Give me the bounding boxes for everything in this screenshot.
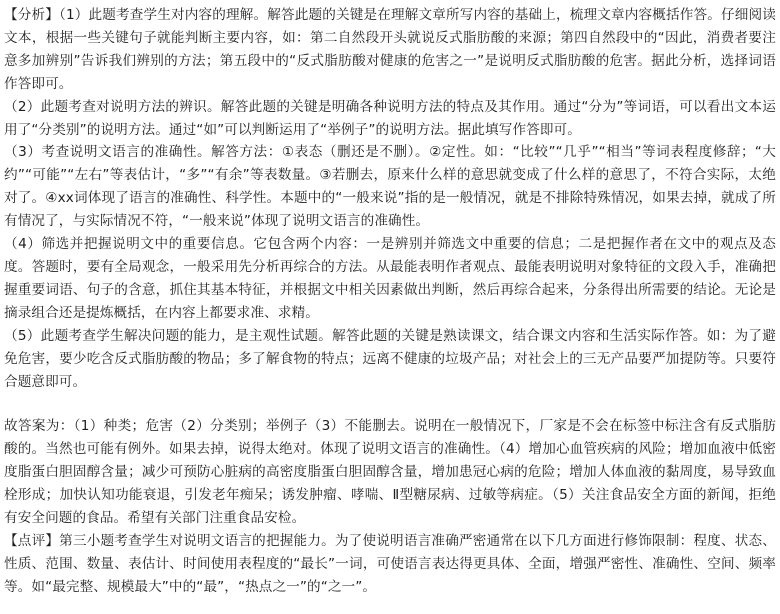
comment-paragraph (4, 530, 776, 599)
analysis-part-3: （3）考查说明文语言的准确性。解答方法：①表态（删还是不删）。②定性。如：“比较”“几乎”“相当”等词表程度修辞；“大约”“可能”“左右”等表估计，“多”“有余”等表数量。③若删去，原来什么样的意思就变成了什么样的意思了，不符合实际，太绝对了。④xx词体现了语言的准确性、科学性。本题中的“一般来说”指的是一般情况，就是不排除特殊情况，如果去掉，就成了所有情况了，与实际情况不符，“一般来说”体现了说明文语言的准确性。 (4, 144, 776, 230)
analysis-part-2: （2）此题考查对说明方法的辨识。解答此题的关键是明确各种说明方法的特点及其作用。通过“分为”等词语，可以看出文本运用了“分类别”的说明方法。通过“如”可以判断运用了“举例子”的说明方法。据此填写作答即可。 (4, 98, 776, 138)
analysis-part-1: （1）此题考查学生对内容的理解。解答此题的关键是在理解文章所写内容的基础上，梳理文章内容概括作答。仔细阅读文本，根据一些关键句子就能判断主要内容，如：第二自然段开头就说反式脂肪酸的来源；第四自然段中的“因此，消费者要注意多加辨别”告诉我们辨别的方法；第五段中的“反式脂肪酸对健康的危害之一”是说明反式脂肪酸的危害。据此分析，选择词语作答即可。 (4, 7, 776, 92)
analysis-intro (4, 4, 776, 96)
answer-paragraph: 故答案为：（1）种类；危害（2）分类别；举例子（3）不能删去。说明在一般情况下，厂家是不会在标签中标注含有反式脂肪酸的。当然也可能有例外。如果去掉，说得太绝对。体现了说明文语言的准确性。（4）增加心血管疾病的风险；增加血液中低密度脂蛋白胆固醇含量；减少可预防心脏病的高密度脂蛋白胆固醇含量，增加患冠心病的危险；增加人体血液的黏周度，易导致血栓形成；加快认知功能衰退，引发老年痴呆；诱发肿瘤、哮喘、Ⅱ型糖尿病、过敏等病症。（5）关注食品安全方面的新闻，拒绝有安全问题的食品。希望有关部门注重食品安检。 (4, 418, 776, 527)
comment-tag: 【点评】 (4, 532, 60, 549)
comment-text: 第三小题考查学生对说明文语言的把握能力。为了使说明语言准确严密通常在以下几方面进行修饰限制：程度、状态、性质、范围、数量、表估计、时间使用表程度的“最长”一词，可使语言表达得更具体、全面，增强严密性、准确性、空间、频率等。如“最完整、规模最大”中的“最”，“热点之一”的“之一”。 (4, 532, 776, 595)
analysis-tag: 【分析】 (4, 7, 60, 23)
analysis-part-5: （5）此题考查学生解决问题的能力，是主观性试题。解答此题的关键是熟读课文，结合课文内容和生活实际作答。如：为了避免危害，要少吃含反式脂肪酸的物品；多了解食物的特点；远离不健康的垃圾产品；对社会上的三无产品要严加提防等。只要符合题意即可。 (4, 327, 776, 390)
analysis-part-4: （4）筛选并把握说明文中的重要信息。它包含两个内容：一是辨别并筛选文中重要的信息；二是把握作者在文中的观点及态度。答题时，要有全局观念，一般采用先分析再综合的方法。从最能表明作者观点、最能表明说明对象特征的文段入手，准确把握重要词语、句子的含意，抓住其基本特征，并根据文中相关因素做出判断，然后再综合起来，分条得出所需要的结论。无论是摘录组合还是提炼概括，在内容上都要求准、求精。 (4, 236, 776, 321)
paragraph-gap (4, 393, 776, 415)
